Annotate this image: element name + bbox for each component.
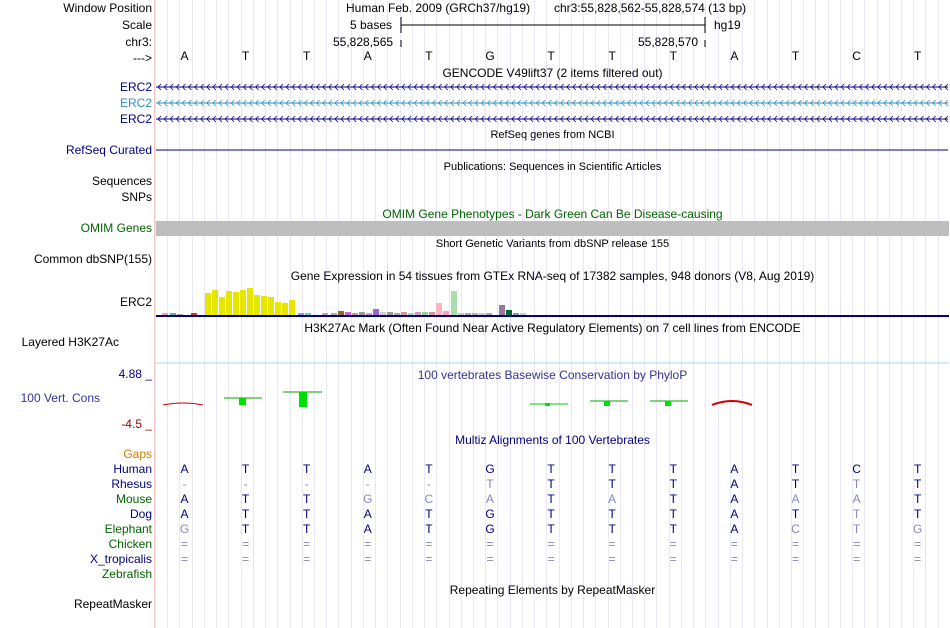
alignment-base: T: [303, 492, 311, 506]
gtex-tissue-bar: [240, 290, 246, 315]
gtex-tissue-bar: [298, 313, 304, 315]
alignment-base: =: [669, 537, 677, 551]
gtex-track-title: Gene Expression in 54 tissues from GTEx RNA-seq of 17382 samples, 948 donors (V8, Aug 2019): [290, 269, 815, 283]
alignment-base: T: [669, 462, 677, 476]
gtex-tissue-bar: [162, 313, 168, 315]
alignment-base: T: [241, 492, 250, 506]
alignment-base: =: [303, 552, 311, 566]
gtex-tissue-bar: [380, 312, 386, 315]
alignment-base: A: [180, 507, 189, 521]
alignment-base: C: [791, 522, 800, 536]
cons-track-label[interactable]: 100 Vert. Cons: [20, 391, 100, 405]
alignment-base: T: [608, 522, 616, 536]
gtex-tissue-bar: [322, 313, 328, 315]
gtex-tissue-bar: [282, 303, 288, 315]
gtex-tissue-bar: [359, 312, 365, 315]
species-label[interactable]: Chicken: [108, 537, 152, 551]
alignment-base: A: [730, 492, 739, 506]
alignment-base: T: [547, 507, 555, 521]
alignment-base: =: [180, 537, 188, 551]
gtex-tissue-bar: [305, 313, 311, 315]
gtex-tissue-bar: [289, 300, 295, 315]
db-text: hg19: [714, 18, 741, 32]
omim-track-label[interactable]: OMIM Genes: [80, 221, 152, 235]
repeatmasker-track-label[interactable]: RepeatMasker: [73, 597, 152, 611]
alignment-base: T: [241, 522, 250, 536]
gtex-tissue-bar: [275, 302, 281, 315]
alignment-base: T: [669, 477, 677, 491]
gtex-tissue-bar: [458, 313, 464, 315]
gtex-tissue-bar: [443, 311, 449, 315]
alignment-base: =: [486, 552, 494, 566]
alignment-base: =: [364, 537, 372, 551]
alignment-base: T: [669, 522, 677, 536]
alignment-base: -: [243, 477, 248, 491]
gtex-tissue-bar: [331, 313, 337, 315]
gtex-tissue-bar: [352, 313, 358, 315]
alignment-base: A: [730, 477, 739, 491]
alignment-base: A: [730, 522, 739, 536]
multiz-track-title: Multiz Alignments of 100 Vertebrates: [455, 433, 650, 447]
gtex-tissue-bar: [205, 293, 211, 315]
alignment-base: T: [791, 462, 800, 476]
gtex-tissue-bar: [338, 311, 344, 315]
alignment-base: =: [730, 537, 738, 551]
alignment-base: =: [853, 552, 861, 566]
alignment-base: -: [304, 477, 309, 491]
gtex-expression-bars[interactable]: [162, 288, 526, 315]
species-label[interactable]: Mouse: [115, 492, 152, 506]
alignment-base: =: [547, 537, 555, 551]
gtex-tissue-bar: [429, 312, 435, 315]
reference-base: T: [914, 49, 922, 63]
alignment-base: T: [914, 492, 922, 506]
alignment-base: =: [425, 552, 433, 566]
alignment-base: T: [425, 522, 433, 536]
gtex-tissue-bar: [451, 291, 457, 315]
alignment-base: T: [303, 507, 311, 521]
alignment-base: =: [180, 552, 188, 566]
gtex-tissue-bar: [233, 292, 239, 315]
species-label[interactable]: Zebrafish: [101, 567, 152, 581]
omim-gene-bar[interactable]: [156, 221, 949, 236]
reference-base: T: [608, 49, 616, 63]
gtex-tissue-bar: [366, 313, 372, 315]
alignment-base: T: [241, 462, 250, 476]
alignment-base: A: [180, 492, 189, 506]
gtex-tissue-bar: [373, 309, 379, 315]
reference-base: A: [180, 49, 189, 63]
pubs-track-title: Publications: Sequences in Scientific Articles: [443, 161, 662, 173]
reference-base: T: [791, 49, 800, 63]
alignment-base: A: [730, 462, 739, 476]
phylop-bar: [239, 398, 246, 405]
reference-base: T: [669, 49, 677, 63]
alignment-base: T: [608, 462, 616, 476]
alignment-base: T: [852, 522, 861, 536]
alignment-base: =: [791, 552, 799, 566]
alignment-base: A: [485, 492, 494, 506]
alignment-base: =: [242, 552, 250, 566]
position-text: chr3:55,828,562-55,828,574 (13 bp): [554, 1, 747, 15]
gtex-tissue-bar: [247, 288, 253, 315]
gtex-tissue-bar: [387, 312, 393, 315]
alignment-base: T: [669, 507, 677, 521]
alignment-base: G: [485, 462, 495, 476]
gtex-tissue-bar: [436, 303, 442, 315]
alignment-base: -: [182, 477, 187, 491]
alignment-base: C: [424, 492, 434, 506]
gtex-tissue-bar: [408, 313, 414, 315]
alignment-base: A: [363, 507, 372, 521]
gtex-tissue-bar: [472, 313, 478, 315]
gtex-tissue-bar: [486, 313, 492, 315]
alignment-base: A: [852, 492, 861, 506]
assembly-text: Human Feb. 2009 (GRCh37/hg19): [346, 1, 531, 15]
scale-label: Scale: [121, 18, 152, 32]
reference-base: T: [547, 49, 555, 63]
strand-arrow-label: --->: [133, 51, 152, 65]
alignment-base: =: [608, 537, 616, 551]
phylop-bar: [545, 403, 550, 406]
alignment-base: T: [852, 507, 861, 521]
gtex-tissue-bar: [520, 313, 526, 315]
alignment-base: G: [913, 522, 923, 536]
gencode-track-label[interactable]: ERC2: [119, 80, 152, 94]
species-label[interactable]: Rhesus: [111, 477, 152, 491]
phylop-negative-mark: [163, 403, 203, 405]
alignment-base: =: [914, 537, 922, 551]
alignment-base: A: [363, 522, 372, 536]
gtex-tissue-bar: [219, 297, 225, 315]
alignment-base: T: [486, 477, 494, 491]
alignment-base: A: [180, 462, 189, 476]
reference-base: T: [241, 49, 250, 63]
alignment-base: T: [425, 462, 433, 476]
chr-label: chr3:: [125, 35, 152, 49]
alignment-base: A: [730, 507, 739, 521]
phylop-negative-mark: [712, 401, 752, 405]
alignment-base: T: [547, 492, 555, 506]
gtex-tissue-bar: [499, 305, 505, 315]
h3k27ac-track-title: H3K27Ac Mark (Often Found Near Active Regulatory Elements) on 7 cell lines from ENCODE: [304, 321, 801, 335]
alignment-base: T: [547, 477, 555, 491]
alignment-base: =: [608, 552, 616, 566]
alignment-base: T: [914, 462, 922, 476]
alignment-base: A: [608, 492, 617, 506]
alignment-base: =: [914, 552, 922, 566]
alignment-base: G: [179, 522, 190, 536]
alignment-base: T: [914, 507, 922, 521]
sequences-track-label[interactable]: Sequences: [91, 174, 152, 188]
alignment-base: A: [791, 492, 800, 506]
species-label[interactable]: X_tropicalis: [89, 552, 152, 566]
gencode-track-label[interactable]: ERC2: [119, 112, 152, 126]
scale-bar-text: 5 bases: [350, 18, 393, 32]
reference-base: C: [852, 49, 861, 63]
snps-track-label[interactable]: SNPs: [121, 190, 152, 204]
alignment-base: G: [485, 522, 495, 536]
position-tick-left: 55,828,565: [333, 35, 394, 49]
phylop-bar: [665, 401, 671, 406]
gtex-tissue-bar: [268, 297, 274, 315]
species-label[interactable]: Human: [113, 462, 152, 476]
alignment-base: T: [791, 507, 800, 521]
reference-base: T: [303, 49, 311, 63]
h3k27ac-track-label[interactable]: Layered H3K27Ac: [21, 335, 119, 349]
reference-base: A: [363, 49, 372, 63]
gtex-tissue-bar: [401, 312, 407, 315]
repeat-track-title: Repeating Elements by RepeatMasker: [449, 583, 656, 597]
alignment-base: T: [852, 477, 861, 491]
alignment-base: =: [547, 552, 555, 566]
alignment-base: C: [852, 462, 861, 476]
alignment-base: -: [426, 477, 431, 491]
gtex-tissue-bar: [345, 312, 351, 315]
gtex-tissue-bar: [212, 290, 218, 315]
alignment-base: =: [303, 537, 311, 551]
alignment-base: T: [303, 522, 311, 536]
gtex-tissue-bar: [177, 314, 183, 315]
alignment-base: T: [547, 522, 555, 536]
alignment-base: T: [914, 477, 922, 491]
dbsnp-track-title: Short Genetic Variants from dbSNP release 155: [435, 238, 670, 250]
alignment-base: T: [303, 462, 311, 476]
alignment-base: T: [791, 477, 800, 491]
species-label[interactable]: Elephant: [104, 522, 152, 536]
cons-track-title: 100 vertebrates Basewise Conservation by PhyloP: [417, 368, 688, 382]
phylop-bar: [604, 401, 610, 406]
alignment-base: T: [425, 507, 433, 521]
alignment-base: A: [363, 462, 372, 476]
dbsnp-track-label[interactable]: Common dbSNP(155): [33, 252, 152, 266]
alignment-base: =: [669, 552, 677, 566]
gtex-tissue-bar: [394, 313, 400, 315]
window-position-label: Window Position: [63, 1, 152, 15]
phylop-bar: [299, 392, 307, 407]
position-tick-right: 55,828,570: [638, 35, 699, 49]
alignment-base: T: [608, 507, 616, 521]
gtex-tissue-bar: [513, 313, 519, 315]
cons-min-label: -4.5 _: [121, 417, 152, 431]
alignment-base: G: [363, 492, 373, 506]
alignment-base: T: [241, 507, 250, 521]
alignment-base: -: [365, 477, 370, 491]
gtex-tissue-bar: [254, 295, 260, 315]
reference-base: G: [485, 49, 495, 63]
gtex-track-label[interactable]: ERC2: [119, 295, 152, 309]
refseq-track-title: RefSeq genes from NCBI: [490, 129, 615, 141]
alignment-base: =: [242, 537, 250, 551]
phylop-conservation-marks[interactable]: [163, 392, 752, 407]
alignment-base: =: [791, 537, 799, 551]
gencode-transcripts[interactable]: [156, 84, 948, 122]
gencode-track-title: GENCODE V49lift37 (2 items filtered out): [442, 66, 663, 80]
gaps-track-label[interactable]: Gaps: [123, 447, 152, 461]
cons-max-label: 4.88 _: [118, 367, 152, 381]
alignment-base: =: [425, 537, 433, 551]
reference-base: A: [730, 49, 739, 63]
alignment-base: G: [485, 507, 495, 521]
gtex-tissue-bar: [261, 296, 267, 315]
gtex-tissue-bar: [506, 310, 512, 315]
alignment-base: =: [364, 552, 372, 566]
gtex-tissue-bar: [170, 313, 176, 315]
alignment-base: T: [669, 492, 677, 506]
species-label[interactable]: Dog: [129, 507, 152, 521]
scale-bar: [401, 17, 705, 47]
alignment-base: =: [486, 537, 494, 551]
gtex-tissue-bar: [479, 313, 485, 315]
gtex-tissue-bar: [191, 313, 197, 315]
alignment-base: T: [608, 477, 616, 491]
gtex-tissue-bar: [422, 312, 428, 315]
gtex-tissue-bar: [415, 312, 421, 315]
reference-base: T: [425, 49, 433, 63]
refseq-track-label[interactable]: RefSeq Curated: [65, 143, 152, 157]
gencode-track-label[interactable]: ERC2: [119, 96, 152, 110]
alignment-base: =: [730, 552, 738, 566]
gtex-tissue-bar: [465, 313, 471, 315]
alignment-base: =: [853, 537, 861, 551]
alignment-base: T: [547, 462, 555, 476]
gtex-tissue-bar: [226, 291, 232, 315]
omim-track-title: OMIM Gene Phenotypes - Dark Green Can Be Disease-causing: [382, 207, 723, 221]
